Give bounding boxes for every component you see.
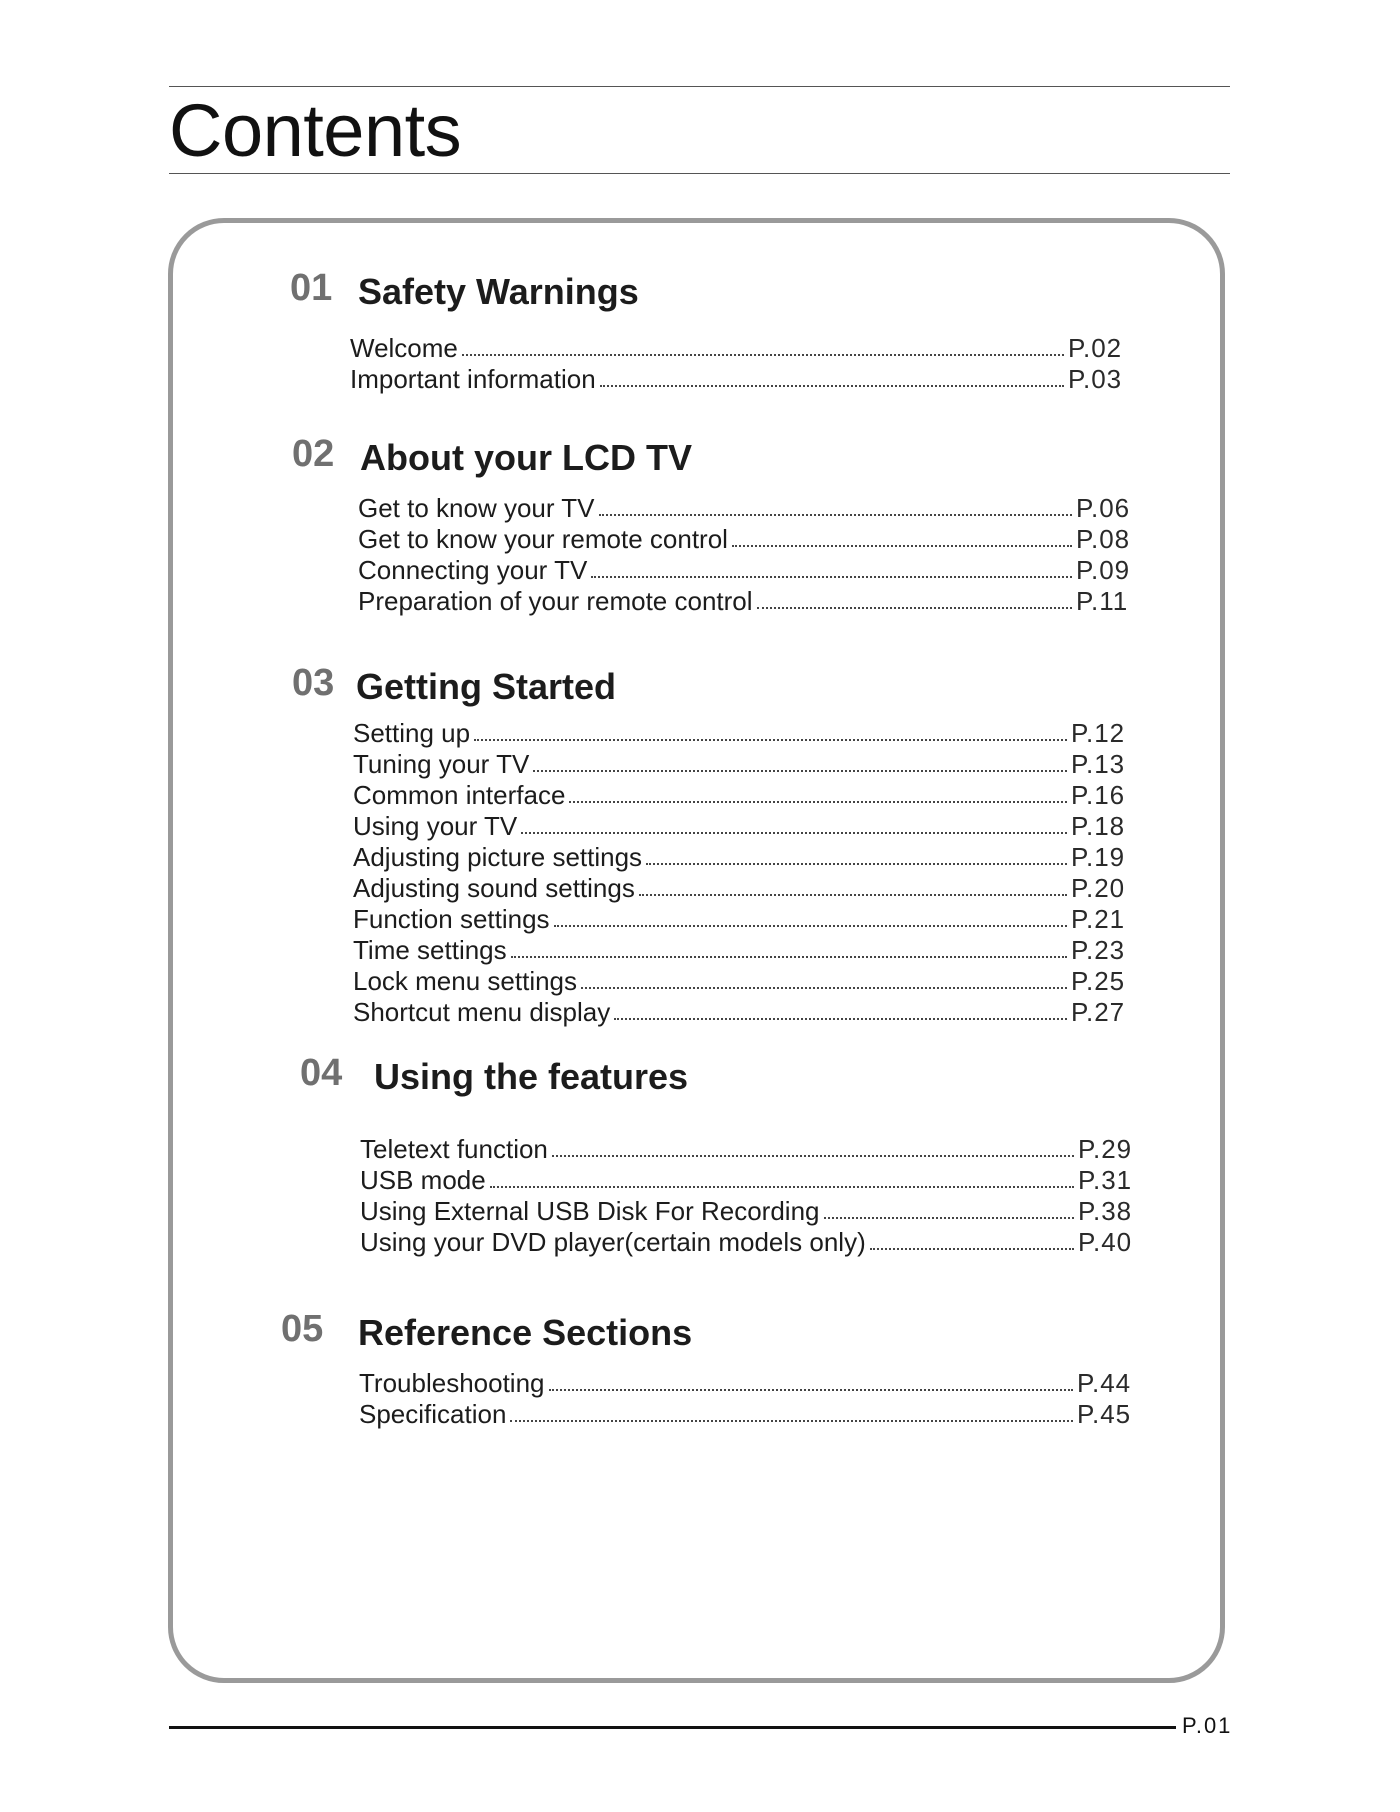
toc-entry[interactable]: [353, 934, 1127, 965]
entry-label: Lock menu settings: [353, 966, 578, 996]
entry-page-number: P.06: [1076, 493, 1131, 523]
entry-label: Using your TV: [353, 811, 518, 841]
dot-leader: [521, 832, 1067, 834]
dot-leader: [554, 925, 1067, 927]
dot-leader: [646, 863, 1067, 865]
dot-leader: [490, 1186, 1074, 1188]
toc-entry[interactable]: [360, 1195, 1134, 1226]
entry-label: Using your DVD player(certain models only): [360, 1227, 866, 1257]
toc-entry[interactable]: [353, 841, 1127, 872]
dot-leader: [639, 894, 1067, 896]
toc-entry[interactable]: [353, 779, 1127, 810]
entry-label: Get to know your TV: [358, 493, 595, 523]
section-title: Using the features: [374, 1056, 689, 1097]
entry-page-number: P.13: [1071, 749, 1126, 779]
dot-leader: [511, 956, 1067, 958]
section-title: Reference Sections: [358, 1312, 693, 1353]
toc-entry[interactable]: [353, 903, 1127, 934]
toc-entry[interactable]: [350, 332, 1124, 363]
entry-label: Welcome: [350, 333, 458, 363]
toc-entry[interactable]: [353, 717, 1127, 748]
entry-label: Connecting your TV: [358, 555, 588, 585]
toc-entry[interactable]: [350, 363, 1124, 394]
toc-entry[interactable]: [360, 1133, 1134, 1164]
entry-page-number: P.44: [1077, 1368, 1132, 1398]
dot-leader: [732, 545, 1072, 547]
section-entries: [360, 1133, 1134, 1257]
footer-rule: [169, 1726, 1176, 1729]
toc-entry[interactable]: [359, 1398, 1133, 1429]
toc-entry[interactable]: [353, 965, 1127, 996]
dot-leader: [870, 1248, 1074, 1250]
dot-leader: [600, 385, 1064, 387]
entry-label: Common interface: [353, 780, 566, 810]
entry-page-number: P.02: [1068, 333, 1123, 363]
toc-entry[interactable]: [358, 585, 1132, 616]
toc-entry[interactable]: [358, 523, 1132, 554]
entry-label: Time settings: [353, 935, 507, 965]
toc-entry[interactable]: [353, 748, 1127, 779]
entry-label: Important information: [350, 364, 596, 394]
section-title: Getting Started: [356, 666, 617, 707]
dot-leader: [552, 1155, 1074, 1157]
entry-page-number: P.11: [1076, 586, 1129, 616]
dot-leader: [757, 607, 1072, 609]
toc-entry[interactable]: [359, 1367, 1133, 1398]
dot-leader: [591, 576, 1072, 578]
title-underline: [169, 173, 1230, 174]
entry-page-number: P.03: [1068, 364, 1123, 394]
entry-page-number: P.25: [1071, 966, 1126, 996]
entry-label: Get to know your remote control: [358, 524, 728, 554]
entry-page-number: P.31: [1078, 1165, 1133, 1195]
entry-page-number: P.23: [1071, 935, 1126, 965]
dot-leader: [474, 739, 1067, 741]
toc-entry[interactable]: [353, 872, 1127, 903]
toc-entry[interactable]: [360, 1164, 1134, 1195]
entry-label: Teletext function: [360, 1134, 548, 1164]
section-number: 05: [281, 1308, 324, 1350]
entry-page-number: P.08: [1076, 524, 1131, 554]
entry-label: Function settings: [353, 904, 550, 934]
dot-leader: [510, 1420, 1073, 1422]
section-number: 03: [292, 662, 335, 704]
entry-page-number: P.20: [1071, 873, 1126, 903]
dot-leader: [569, 801, 1067, 803]
toc-entry[interactable]: [353, 996, 1127, 1027]
entry-label: Tuning your TV: [353, 749, 530, 779]
dot-leader: [581, 987, 1067, 989]
entry-label: Troubleshooting: [359, 1368, 545, 1398]
section-title: About your LCD TV: [360, 437, 692, 478]
section-number: 02: [292, 433, 335, 475]
entry-page-number: P.45: [1077, 1399, 1132, 1429]
entry-page-number: P.38: [1078, 1196, 1133, 1226]
dot-leader: [614, 1018, 1067, 1020]
toc-entry[interactable]: [360, 1226, 1134, 1257]
entry-page-number: P.18: [1071, 811, 1126, 841]
entry-label: Preparation of your remote control: [358, 586, 753, 616]
entry-page-number: P.29: [1078, 1134, 1133, 1164]
dot-leader: [824, 1217, 1075, 1219]
entry-page-number: P.21: [1071, 904, 1126, 934]
section-entries: [358, 492, 1132, 616]
dot-leader: [549, 1389, 1074, 1391]
section-number: 01: [290, 267, 333, 309]
toc-entry[interactable]: [358, 554, 1132, 585]
entry-label: USB mode: [360, 1165, 486, 1195]
dot-leader: [599, 514, 1072, 516]
entry-page-number: P.12: [1071, 718, 1126, 748]
top-rule: [169, 86, 1230, 87]
section-number: 04: [300, 1052, 343, 1094]
page-title: Contents: [169, 89, 462, 172]
entry-label: Shortcut menu display: [353, 997, 611, 1027]
section-entries: [359, 1367, 1133, 1429]
entry-label: Setting up: [353, 718, 471, 748]
dot-leader: [533, 770, 1067, 772]
section-title: Safety Warnings: [358, 271, 639, 312]
entry-label: Adjusting sound settings: [353, 873, 635, 903]
footer-page-number: P.01: [1182, 1713, 1233, 1738]
entry-label: Adjusting picture settings: [353, 842, 643, 872]
dot-leader: [462, 354, 1064, 356]
toc-entry[interactable]: [353, 810, 1127, 841]
entry-page-number: P.27: [1071, 997, 1126, 1027]
entry-page-number: P.19: [1071, 842, 1126, 872]
entry-label: Specification: [359, 1399, 507, 1429]
toc-entry[interactable]: [358, 492, 1132, 523]
entry-page-number: P.09: [1076, 555, 1131, 585]
section-entries: [350, 332, 1124, 394]
entry-page-number: P.16: [1071, 780, 1126, 810]
section-entries: [353, 717, 1127, 1027]
entry-page-number: P.40: [1078, 1227, 1133, 1257]
entry-label: Using External USB Disk For Recording: [360, 1196, 820, 1226]
